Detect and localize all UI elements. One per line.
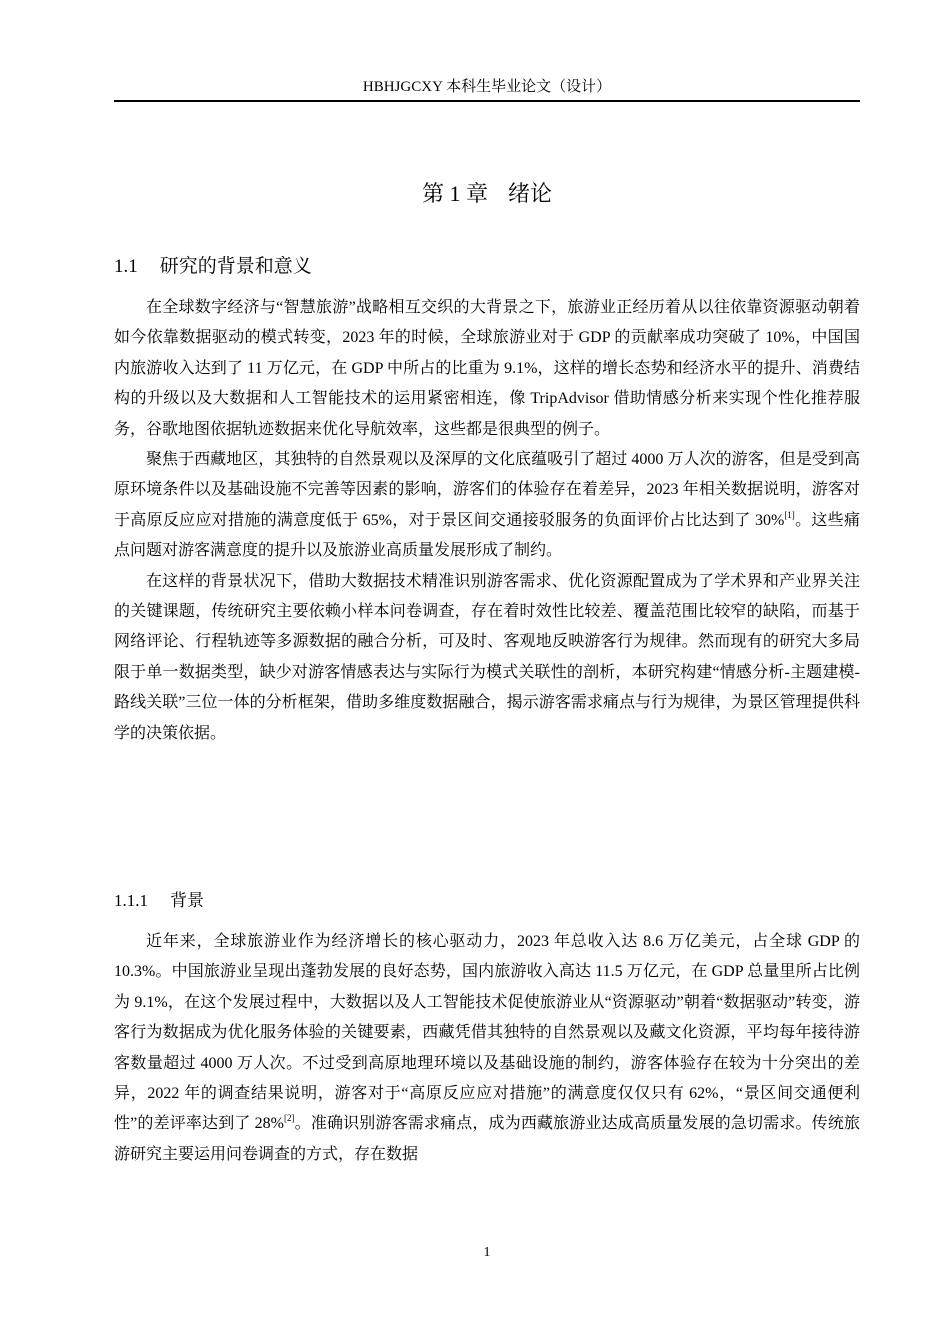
paragraph-text: 近年来，全球旅游业作为经济增长的核心驱动力，2023 年总收入达 8.6 万亿美元，占全球 GDP 的 10.3%。中国旅游业呈现出蓬勃发展的良好态势，国内旅游收入高达 11.5 万亿元，在 GDP 总量里所占比例为 9.1%，在这个发展过程中，大数据以及人工智能技术促使旅游业从“资源驱动”朝着“数据驱动”转变，游客行为数据成为优化服务体验的关键要素，西藏凭借其独特的自然景观以及藏文化资源，平均每年接待游客数量超过 4000 万人次。不过受到高原地理环境以及基础设施的制约，游客体验存在较为十分突出的差异，2022 年的调查结果说明，游客对于“高原反应应对措施”的满意度仅仅只有 62%，“景区间交通便利性”的差评率达到了 28%	[114, 933, 860, 1133]
chapter-number: 第 1 章	[421, 181, 488, 206]
subsection-title: 背景	[170, 891, 204, 910]
page-number: 1	[483, 1245, 491, 1260]
paragraph	[114, 445, 860, 567]
section-heading-1-1	[114, 252, 312, 282]
section-title: 研究的背景和意义	[159, 256, 312, 277]
subsection-number: 1.1.1	[114, 891, 148, 910]
header-divider	[114, 100, 860, 102]
subsection-heading-1-1-1	[114, 887, 204, 915]
paragraph: 在全球数字经济与“智慧旅游”战略相互交织的大背景之下，旅游业正经历着从以往依靠资源驱动朝着如今依靠数据驱动的模式转变，2023 年的时候，全球旅游业对于 GDP 的贡献率成功突破了 10%，中国国内旅游收入达到了 11 万亿元，在 GDP 中所占的比重为 9.1%，这样的增长态势和经济水平的提升、消费结构的升级以及大数据和人工智能技术的运用紧密相连，像 TripAdvisor 借助情感分析来实现个性化推荐服务，谷歌地图依据轨迹数据来优化导航效率，这些都是很典型的例子。	[114, 299, 860, 438]
chapter-name: 绪论	[508, 181, 553, 206]
subsection-1-1-1-body	[114, 927, 860, 1170]
paragraph	[114, 927, 860, 1170]
paragraph-text: 。这些痛点问题对游客满意度的提升以及旅游业高质量发展形成了制约。	[114, 511, 860, 560]
paragraph-text: 聚焦于西藏地区，其独特的自然景观以及深厚的文化底蕴吸引了超过 4000 万人次的游客，但是受到高原环境条件以及基础设施不完善等因素的影响，游客们的体验存在着差异，2023 年相关数据说明，游客对于高原反应应对措施的满意度低于 65%，对于景区间交通接驳服务的负面评价占比达到了 30%	[114, 451, 860, 529]
section-number: 1.1	[114, 256, 138, 277]
paragraph-text: 。准确识别游客需求痛点，成为西藏旅游业达成高质量发展的急切需求。传统旅游研究主要运用问卷调查的方式，存在数据	[114, 1115, 860, 1163]
paragraph: 在这样的背景状况下，借助大数据技术精准识别游客需求、优化资源配置成为了学术界和产业界关注的关键课题，传统研究主要依赖小样本问卷调查，存在着时效性比较差、覆盖范围比较窄的缺陷，而基于网络评论、行程轨迹等多源数据的融合分析，可及时、客观地反映游客行为规律。然而现有的研究大多局限于单一数据类型，缺少对游客情感表达与实际行为模式关联性的剖析，本研究构建“情感分析-主题建模-路线关联”三位一体的分析框架，借助多维度数据融合，揭示游客需求痛点与行为规律，为景区管理提供科学的决策依据。	[114, 572, 860, 742]
section-1-1-body	[114, 293, 860, 749]
chapter-title	[114, 176, 860, 212]
running-header: HBHJGCXY 本科生毕业论文（设计）	[362, 79, 612, 95]
citation-ref: [2]	[284, 1113, 295, 1124]
citation-ref: [1]	[784, 509, 795, 520]
